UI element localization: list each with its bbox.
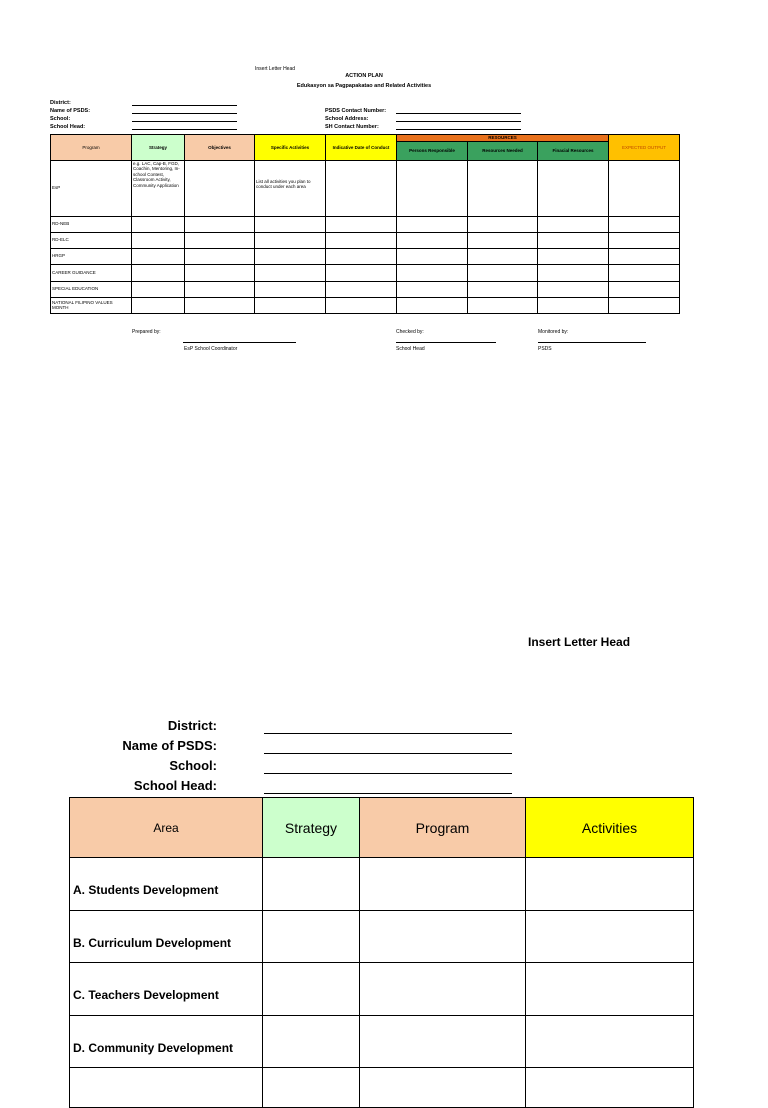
letter-head-placeholder-2: Insert Letter Head — [528, 635, 631, 649]
area-cell: D. Community Development — [70, 1015, 263, 1068]
development-areas-table — [69, 797, 694, 1108]
monitored-by-label: Monitored by: — [538, 329, 569, 335]
school-blank-2 — [264, 773, 512, 774]
table-row — [70, 1015, 694, 1068]
prepared-by-line — [183, 342, 296, 343]
prepared-by-role: EsP School Coordinator — [184, 346, 238, 352]
col-header-financial-resources: Finacial Resources — [538, 141, 609, 160]
program-cell: RD-NEB — [51, 216, 132, 232]
table-row — [70, 858, 694, 911]
page-subtitle: Edukasyon sa Pagpapakatao and Related Activities — [296, 83, 432, 89]
program-cell: EsP — [51, 160, 132, 216]
col-header-persons-responsible: Persons Responsible — [397, 141, 468, 160]
table-row — [70, 1068, 694, 1108]
area-cell: A. Students Development — [70, 858, 263, 911]
table-row — [51, 281, 680, 297]
col-header-specific-activities: Specific Activities — [255, 135, 326, 161]
label-district-2: District: — [167, 718, 217, 733]
checked-by-role: School Head — [396, 346, 425, 352]
school-head-blank — [132, 129, 237, 130]
table-row — [51, 216, 680, 232]
psds-name-blank-2 — [264, 753, 512, 754]
label-psds-name: Name of PSDS: — [50, 108, 91, 114]
label-psds-name-2: Name of PSDS: — [122, 738, 217, 753]
col-header-resources-needed: Resources Needed — [468, 141, 538, 160]
col-header-indicative-date: Indicative Date of Conduct — [326, 135, 397, 161]
district-blank — [132, 105, 237, 106]
label-school-address: School Address: — [325, 116, 369, 122]
col-header-program-2: Program — [360, 798, 526, 858]
table-row — [51, 232, 680, 248]
col-header-area: Area — [70, 798, 263, 858]
psds-name-blank — [132, 113, 237, 114]
school-head-blank-2 — [264, 793, 512, 794]
letter-head-placeholder: Insert Letter Head — [255, 66, 296, 72]
col-header-expected-output: EXPECTED OUTPUT — [609, 135, 680, 161]
strategy-cell: e.g. LAC, Cap-B, FGD, Coachin, Mentoring, In-school Contest, Classroom Activity, Community Application — [132, 160, 185, 216]
area-cell: C. Teachers Development — [70, 963, 263, 1016]
page-title: ACTION PLAN — [345, 73, 383, 79]
program-cell: HRGP — [51, 248, 132, 264]
col-header-program: Program — [51, 135, 132, 161]
program-cell: CAREER GUIDANCE — [51, 264, 132, 281]
action-plan-table — [50, 134, 680, 314]
label-psds-contact: PSDS Contact Number: — [325, 108, 387, 114]
table-row — [70, 910, 694, 963]
checked-by-label: Checked by: — [396, 329, 424, 335]
program-cell: RD-ELC — [51, 232, 132, 248]
label-school-head-2: School Head: — [133, 778, 217, 793]
col-header-strategy: Strategy — [132, 135, 185, 161]
program-cell: SPECIAL EDUCATION — [51, 281, 132, 297]
district-blank-2 — [264, 733, 512, 734]
program-cell: NATIONAL FILIPINO VALUES MONTH — [51, 297, 132, 313]
table-row — [70, 963, 694, 1016]
label-district: District: — [50, 100, 71, 106]
col-header-activities-2: Activities — [526, 798, 694, 858]
table-row — [51, 264, 680, 281]
table-row — [51, 160, 680, 216]
school-blank — [132, 121, 237, 122]
prepared-by-label: Prepared by: — [132, 329, 161, 335]
table-row — [51, 248, 680, 264]
sh-contact-blank — [396, 129, 521, 130]
area-cell: B. Curriculum Development — [70, 910, 263, 963]
label-school: School: — [50, 116, 71, 122]
school-address-blank — [396, 121, 521, 122]
monitored-by-line — [538, 342, 646, 343]
label-school-2: School: — [169, 758, 217, 773]
label-sh-contact: SH Contact Number: — [325, 124, 379, 130]
table-row — [51, 297, 680, 313]
activities-cell: List all activities you plan to conduct under each area — [255, 160, 326, 216]
col-header-resources: RESOURCES — [397, 135, 609, 142]
col-header-objectives: Objectives — [185, 135, 255, 161]
col-header-strategy-2: Strategy — [263, 798, 360, 858]
monitored-by-role: PSDS — [538, 346, 552, 352]
checked-by-line — [396, 342, 496, 343]
label-school-head: School Head: — [50, 124, 86, 130]
psds-contact-blank — [396, 113, 521, 114]
